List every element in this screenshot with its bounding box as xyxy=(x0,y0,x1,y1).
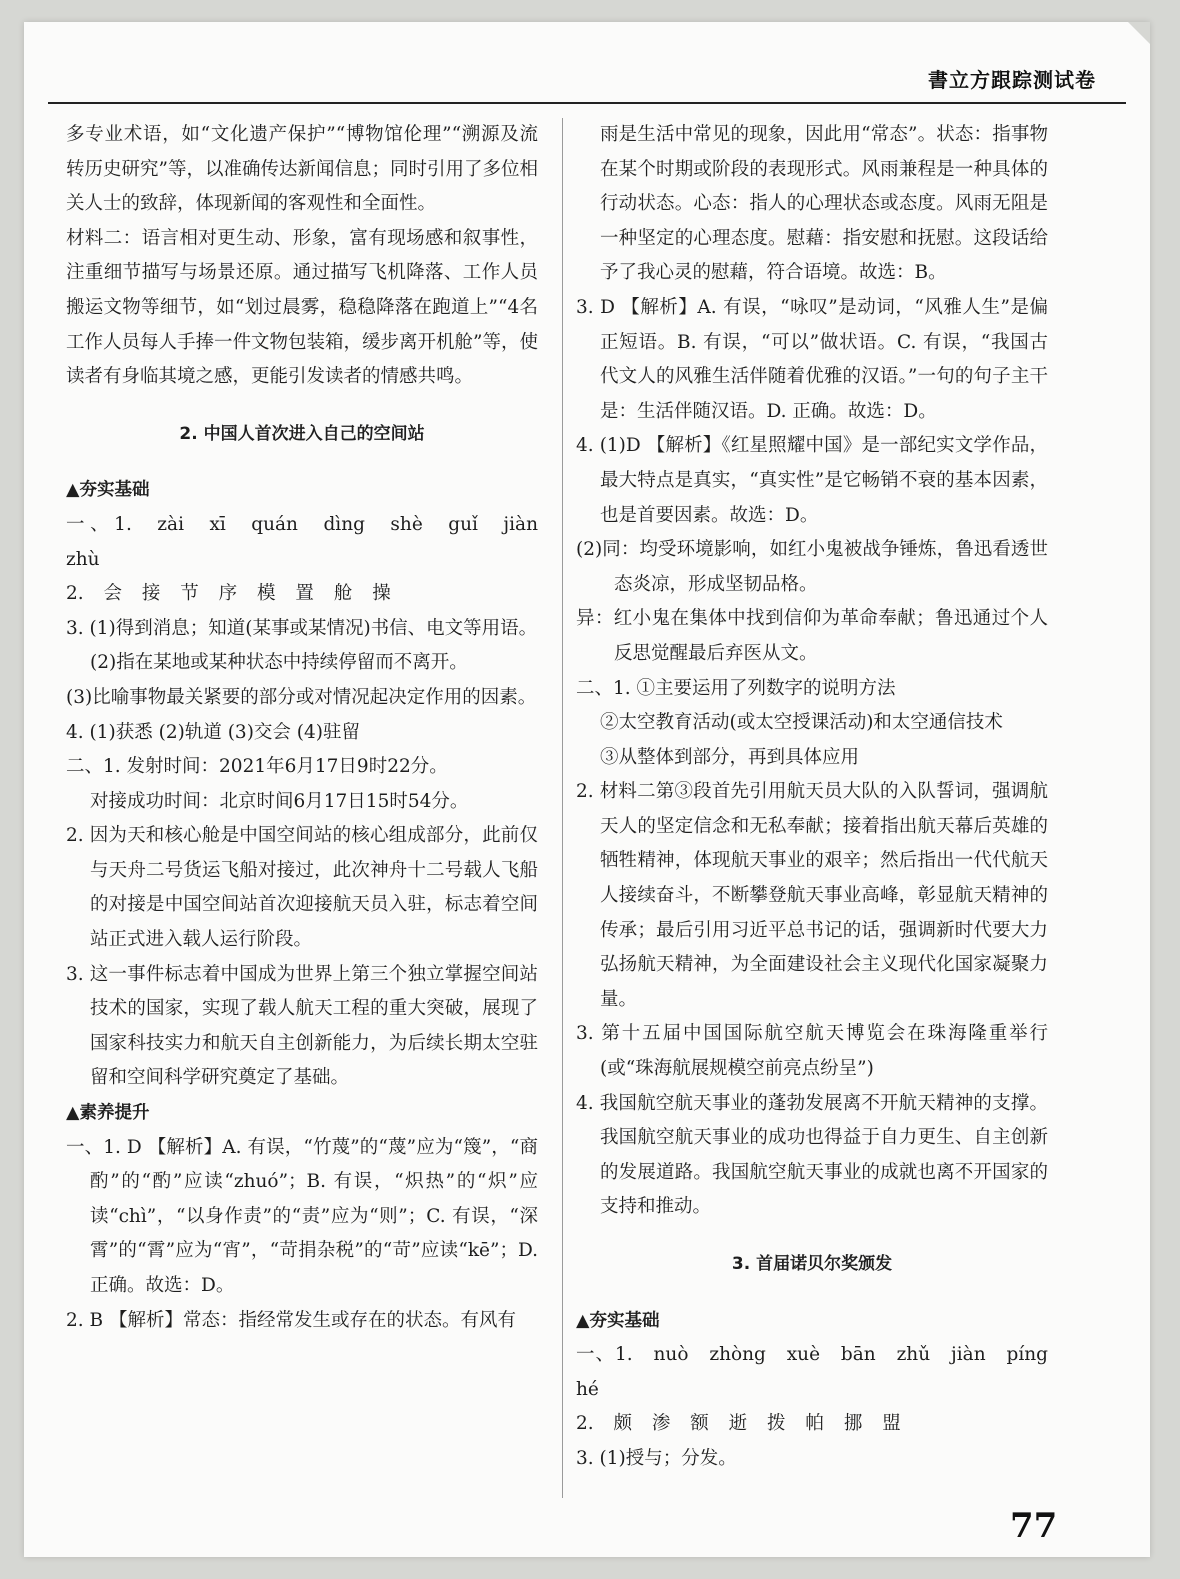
section-title: 3. 首届诺贝尔奖颁发 xyxy=(731,1254,893,1274)
answer-paragraph: 一、1. nuò zhòng xuè bān zhǔ jiàn píng hé xyxy=(576,1344,1048,1400)
answer-paragraph: (2)同：均受环境影响，如红小鬼被战争锤炼，鲁迅看透世态炎凉，形成坚韧品格。 xyxy=(576,539,1048,595)
answer-paragraph: 3. 第十五届中国国际航空航天博览会在珠海隆重举行(或“珠海航展规模空前亮点纷呈”) xyxy=(576,1023,1048,1080)
answer-paragraph: 一、1. D 【解析】A. 有误，“竹蔑”的“蔑”应为“篾”，“商酌”的“酌”应读“zhuó”；B. 有误，“炽热”的“炽”应读“chì”，“以身作责”的“责”应为“则”；C. 有误，“深霄”的“霄”应为“宵”，“苛捐杂税”的“苛”应读“kē”；D. 正确。故选：D。 xyxy=(66,1136,538,1296)
answer-paragraph: 材料二：语言相对更生动、形象，富有现场感和叙事性，注重细节描写与场景还原。通过描写飞机降落、工作人员搬运文物等细节，如“划过晨雾，稳稳降落在跑道上”“4名工作人员每人手捧一件文物包装箱，缓步离开机舱”等，使读者有身临其境之感，更能引发读者的情感共鸣。 xyxy=(66,227,538,388)
answer-paragraph: 2. B 【解析】常态：指经常发生或存在的状态。有风有 xyxy=(66,1309,517,1331)
column-divider xyxy=(562,118,563,1498)
answer-paragraph: 多专业术语，如“文化遗产保护”“博物馆伦理”“溯源及流转历史研究”等，以准确传达新闻信息；同时引用了多位相关人士的致辞，体现新闻的客观性和全面性。 xyxy=(66,124,538,215)
answer-paragraph: (2)指在某地或某种状态中持续停留而不离开。 xyxy=(90,652,468,674)
answer-paragraph: (3)比喻事物最关紧要的部分或对情况起决定作用的因素。 xyxy=(66,686,537,708)
answer-paragraph: 3. (1)授与；分发。 xyxy=(576,1447,737,1469)
answer-paragraph: ②太空教育活动(或太空授课活动)和太空通信技术 xyxy=(600,712,1003,734)
answer-paragraph: 二、1. ①主要运用了列数字的说明方法 xyxy=(576,677,896,699)
answer-paragraph: ③从整体到部分，再到具体应用 xyxy=(600,746,860,768)
brand-title: 書立方跟踪测试卷 xyxy=(928,68,1096,92)
answer-paragraph: 2. 材料二第③段首先引用航天员大队的入队誓词，强调航天人的坚定信念和无私奉献；接着指出航天幕后英雄的牺牲精神，体现航天事业的艰辛；然后指出一代代航天人接续奋斗，不断攀登航天事业高峰，彰显航天精神的传承；最后引用习近平总书记的话，强调新时代要大力弘扬航天精神，为全面建设社会主义现代化国家凝聚力量。 xyxy=(576,781,1048,1010)
subsection-heading: ▲夯实基础 xyxy=(66,480,150,501)
page-header xyxy=(48,58,1126,104)
answer-paragraph: 异：红小鬼在集体中找到信仰为革命奉献；鲁迅通过个人反思觉醒最后弃医从文。 xyxy=(576,608,1048,664)
answer-paragraph: 4. 我国航空航天事业的蓬勃发展离不开航天精神的支撑。我国航空航天事业的成功也得益于自力更生、自主创新的发展道路。我国航空航天事业的成就也离不开国家的支持和推动。 xyxy=(576,1092,1048,1218)
answer-paragraph: 3. D 【解析】A. 有误，“咏叹”是动词，“风雅人生”是偏正短语。B. 有误，“可以”做状语。C. 有误，“我国古代文人的风雅生活伴随着优雅的汉语。”一句的句子主干是：生活伴随汉语。D. 正确。故选：D。 xyxy=(576,296,1048,422)
answer-paragraph: 4. (1)D 【解析】《红星照耀中国》是一部纪实文学作品，最大特点是真实，“真实性”是它畅销不衰的基本因素，也是首要因素。故选：D。 xyxy=(576,435,1048,526)
answer-paragraph: 2. 颇 渗 额 逝 拨 帕 挪 盟 xyxy=(576,1413,901,1435)
left-column xyxy=(66,118,538,1338)
answer-paragraph: 一、1. zài xī quán dìng shè guǐ jiàn zhù xyxy=(66,513,538,570)
answer-paragraph: 雨是生活中常见的现象，因此用“常态”。状态：指事物在某个时期或阶段的表现形式。风雨兼程是一种具体的行动状态。心态：指人的心理状态或态度。风雨无阻是一种坚定的心理态度。慰藉：指安慰和抚慰。这段话给予了我心灵的慰藉，符合语境。故选：B。 xyxy=(600,124,1048,284)
answer-paragraph: 2. 因为天和核心舱是中国空间站的核心组成部分，此前仅与天舟二号货运飞船对接过，此次神舟十二号载人飞船的对接是中国空间站首次迎接航天员入驻，标志着空间站正式进入载人运行阶段。 xyxy=(66,825,538,951)
answer-paragraph: 3. 这一事件标志着中国成为世界上第三个独立掌握空间站技术的国家，实现了载人航天工程的重大突破，展现了国家科技实力和航天自主创新能力，为后续长期太空驻留和空间科学研究奠定了基础。 xyxy=(66,963,538,1089)
answer-paragraph: 3. (1)得到消息；知道(某事或某情况)书信、电文等用语。 xyxy=(66,617,538,639)
subsection-heading: ▲夯实基础 xyxy=(576,1310,660,1331)
answer-paragraph: 2. 会 接 节 序 模 置 舱 操 xyxy=(66,583,391,605)
subsection-heading: ▲素养提升 xyxy=(66,1103,150,1124)
section-title: 2. 中国人首次进入自己的空间站 xyxy=(179,423,425,444)
document-page xyxy=(24,22,1150,1557)
answer-paragraph: 4. (1)获悉 (2)轨道 (3)交会 (4)驻留 xyxy=(66,721,360,743)
right-column xyxy=(576,118,1048,1477)
answer-paragraph: 二、1. 发射时间：2021年6月17日9时22分。 xyxy=(66,756,448,778)
page-corner xyxy=(1128,22,1150,44)
page-number: 77 xyxy=(1010,1506,1058,1546)
answer-paragraph: 对接成功时间：北京时间6月17日15时54分。 xyxy=(90,790,469,812)
